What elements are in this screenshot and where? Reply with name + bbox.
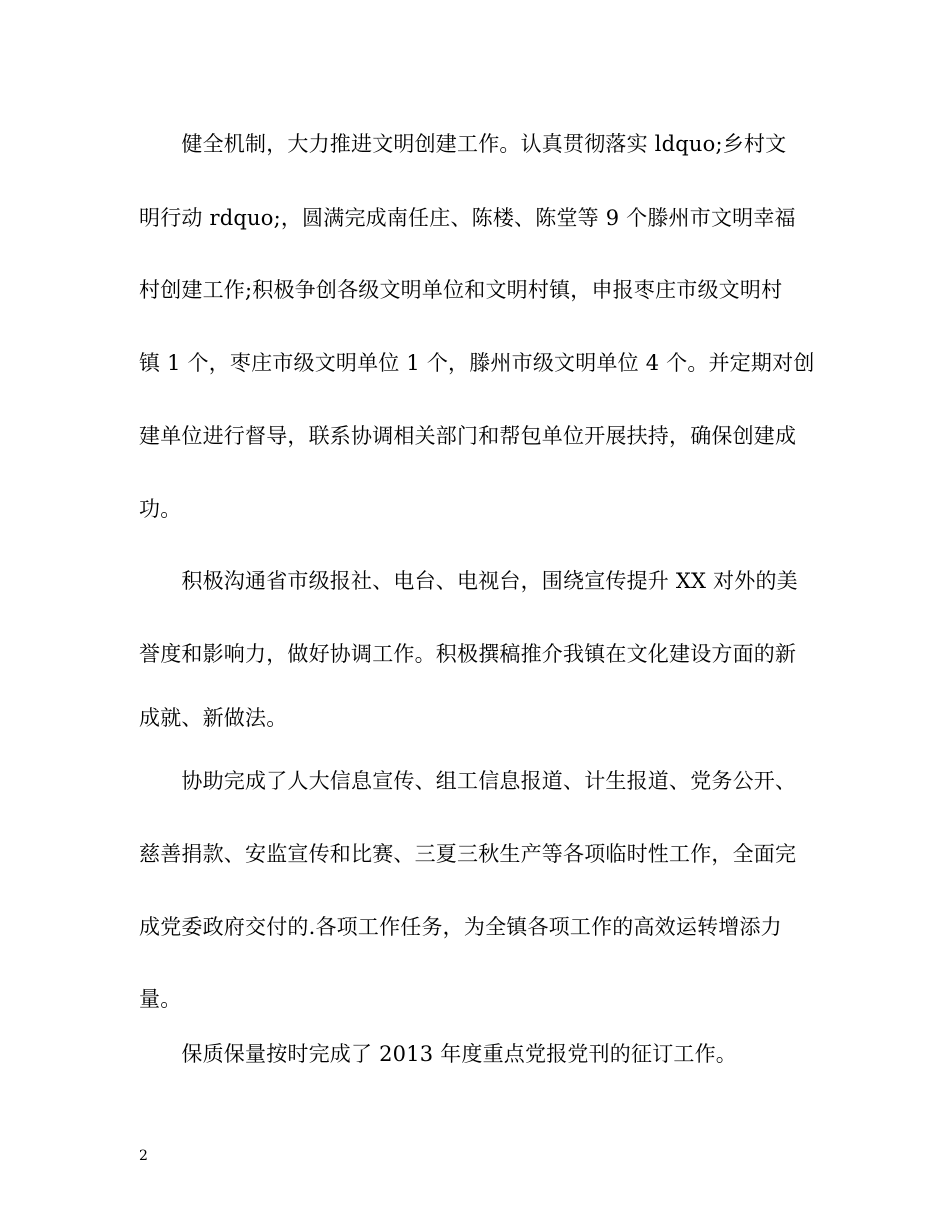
text-line: 成就、新做法。 xyxy=(139,706,288,730)
text-line: 健全机制，大力推进文明创建工作。认真贯彻落实 ldquo;乡村文 xyxy=(139,132,787,156)
text-line: 誉度和影响力，做好协调工作。积极撰稿推介我镇在文化建设方面的新 xyxy=(139,642,797,666)
text-line: 功。 xyxy=(139,497,182,521)
text-line: 协助完成了人大信息宣传、组工信息报道、计生报道、党务公开、 xyxy=(139,769,797,793)
text-line: 保质保量按时完成了 2013 年度重点党报党刊的征订工作。 xyxy=(139,1042,737,1066)
text-line: 明行动 rdquo;，圆满完成南任庄、陈楼、陈堂等 9 个滕州市文明幸福 xyxy=(139,206,796,230)
text-line: 建单位进行督导，联系协调相关部门和帮包单位开展扶持，确保创建成 xyxy=(139,424,797,448)
text-line: 镇 1 个，枣庄市级文明单位 1 个，滕州市级文明单位 4 个。并定期对创 xyxy=(139,351,815,375)
page-number: 2 xyxy=(139,1148,148,1164)
text-line: 成党委政府交付的.各项工作任务，为全镇各项工作的高效运转增添力 xyxy=(139,915,782,939)
text-line: 慈善捐款、安监宣传和比赛、三夏三秋生产等各项临时性工作，全面完 xyxy=(139,842,797,866)
text-line: 量。 xyxy=(139,987,182,1011)
text-line: 村创建工作;积极争创各级文明单位和文明村镇，申报枣庄市级文明村 xyxy=(139,278,783,302)
text-line: 积极沟通省市级报社、电台、电视台，围绕宣传提升 XX 对外的美 xyxy=(139,569,798,593)
